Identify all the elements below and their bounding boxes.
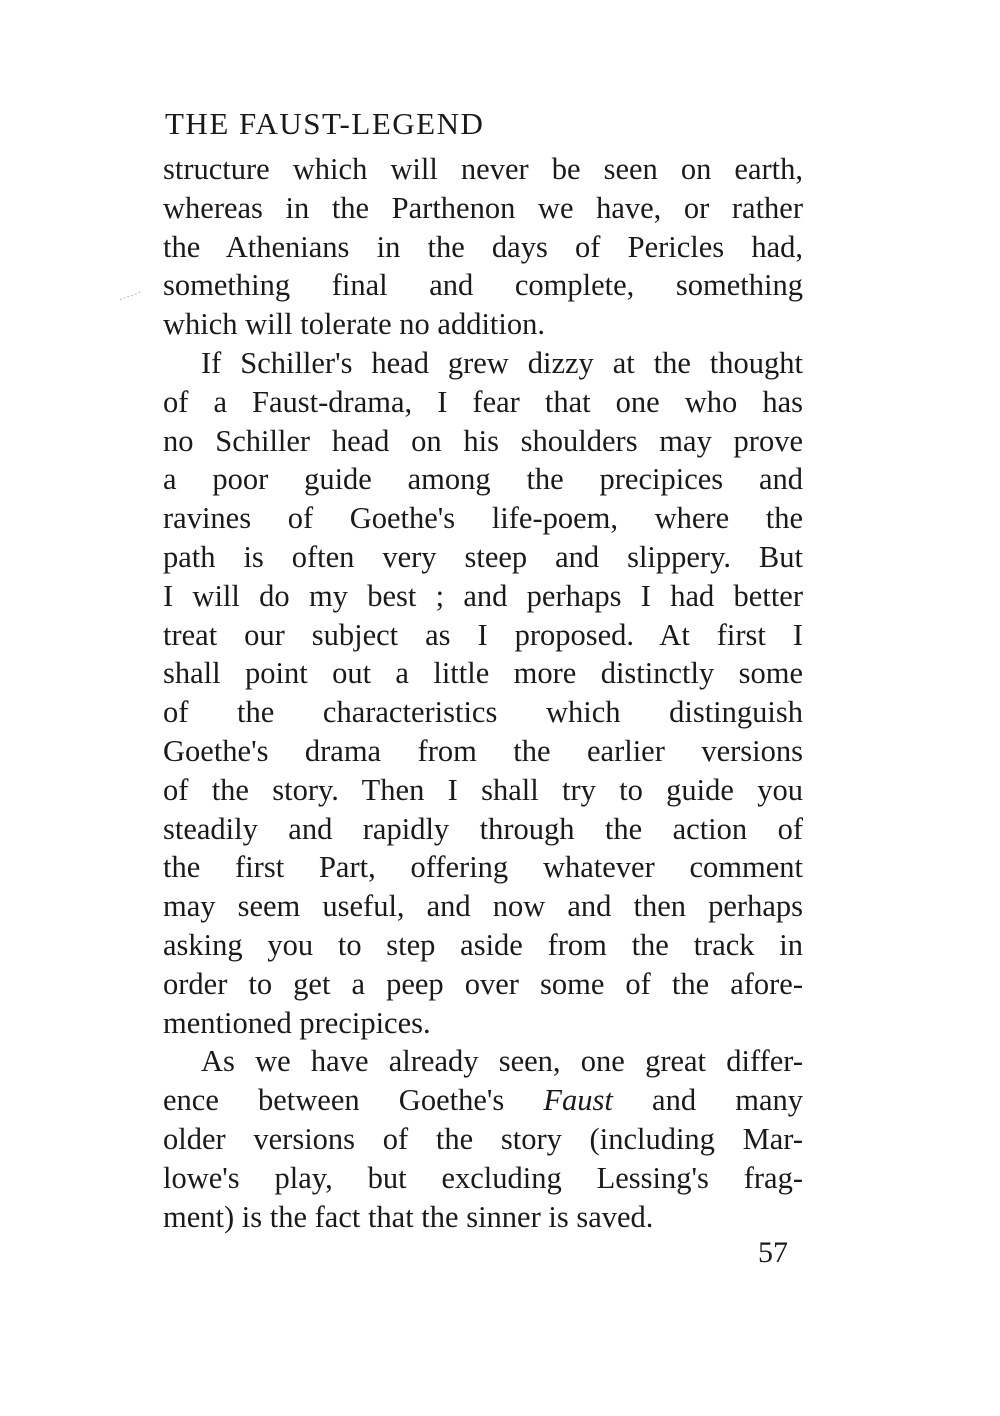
text-line: treat our subject as I proposed. At first I — [163, 617, 803, 652]
italic-title: Faust — [543, 1083, 613, 1118]
text-line: shall point out a little more distinctly some — [163, 656, 803, 691]
paragraph — [163, 1042, 803, 1236]
paragraph — [163, 150, 803, 344]
text-line: order to get a peep over some of the afore- — [163, 966, 803, 1001]
page-number: 57 — [758, 1236, 788, 1269]
text-line: ment) is the fact that the sinner is saved. — [163, 1199, 654, 1234]
text-line: the Athenians in the days of Pericles had, — [163, 229, 803, 264]
text-line: something final and complete, something — [163, 268, 803, 303]
text-line: ravines of Goethe's life-poem, where the — [163, 501, 803, 536]
text-line-with-italic — [163, 1081, 803, 1120]
text-line: path is often very steep and slippery. But — [163, 539, 803, 574]
text-line: As we have already seen, one great differ- — [201, 1044, 803, 1079]
text-line: Goethe's drama from the earlier versions — [163, 733, 803, 768]
text-line: no Schiller head on his shoulders may prove — [163, 423, 803, 458]
text-line: structure which will never be seen on earth, — [163, 152, 803, 186]
text-line: may seem useful, and now and then perhaps — [163, 889, 803, 924]
text-line: asking you to step aside from the track in — [163, 927, 803, 962]
print-speck — [118, 290, 144, 302]
text-line: which will tolerate no addition. — [163, 307, 546, 342]
text-span: ence between Goethe's — [163, 1083, 544, 1118]
text-line: I will do my best ; and perhaps I had better — [163, 578, 803, 613]
text-line: of the story. Then I shall try to guide you — [163, 772, 803, 807]
text-line: steadily and rapidly through the action of — [163, 811, 803, 846]
body-text — [163, 150, 803, 1236]
text-line: of the characteristics which distinguish — [163, 695, 803, 730]
text-span: and many — [612, 1083, 803, 1118]
text-line: of a Faust-drama, I fear that one who has — [163, 384, 803, 419]
text-line: a poor guide among the precipices and — [163, 462, 803, 497]
text-line: lowe's play, but excluding Lessing's frag- — [163, 1160, 803, 1195]
paragraph — [163, 344, 803, 1042]
text-line: mentioned precipices. — [163, 1005, 431, 1040]
text-line: whereas in the Parthenon we have, or rather — [163, 190, 803, 225]
text-line: the first Part, offering whatever comment — [163, 850, 803, 885]
text-line: older versions of the story (including Mar- — [163, 1121, 803, 1156]
running-head: THE FAUST-LEGEND — [165, 106, 485, 141]
text-line: If Schiller's head grew dizzy at the thought — [201, 345, 803, 380]
